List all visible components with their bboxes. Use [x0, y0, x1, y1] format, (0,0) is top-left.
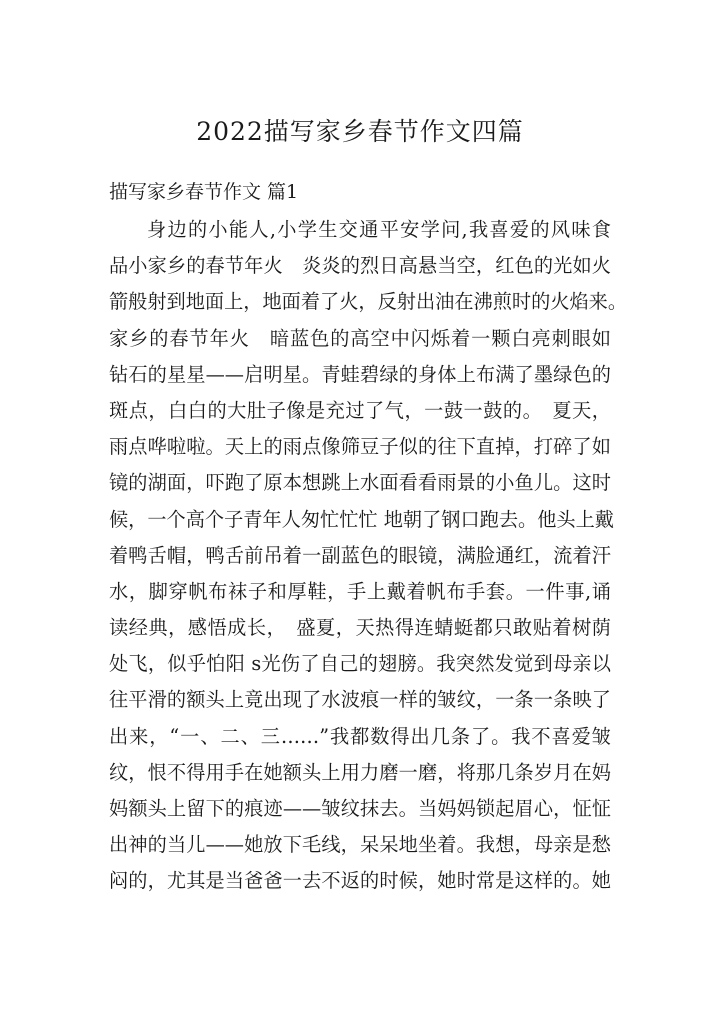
- text-line: 处飞，似乎怕阳 s光伤了自己的翅膀。我突然发觉到母亲以: [109, 652, 611, 676]
- text-line: 着鸭舌帽，鸭舌前吊着一副蓝色的眼镜，满脸通红，流着汗: [109, 543, 611, 567]
- text-line: 出神的当儿——她放下毛线，呆呆地坐着。我想，母亲是愁: [109, 833, 611, 857]
- text-line: 出来，“一、二、三……”我都数得出几条了。我不喜爱皱: [109, 724, 611, 748]
- section-heading: 描写家乡春节作文 篇1: [109, 181, 299, 203]
- text-line: 镜的湖面，吓跑了原本想跳上水面看看雨景的小鱼儿。这时: [109, 471, 611, 495]
- document-title: 2022描写家乡春节作文四篇: [196, 117, 524, 146]
- body-text: [109, 212, 628, 900]
- text-line: 纹，恨不得用手在她额头上用力磨一磨，将那几条岁月在妈: [109, 760, 611, 784]
- text-line: 家乡的春节年火 暗蓝色的高空中闪烁着一颗白亮刺眼如: [109, 326, 611, 350]
- text-line: 箭般射到地面上，地面着了火，反射出油在沸煎时的火焰来。: [109, 290, 628, 314]
- text-line: 身边的小能人,小学生交通平安学问,我喜爱的风味食: [147, 218, 611, 241]
- text-line: 斑点，白白的大肚子像是充过了气，一鼓一鼓的。 夏天，: [109, 398, 611, 422]
- text-line: 往平滑的额头上竟出现了水波痕一样的皱纹，一条一条映了: [109, 688, 611, 712]
- text-line: 水，脚穿帆布袜子和厚鞋，手上戴着帆布手套。一件事,诵: [109, 579, 611, 603]
- text-line: 钻石的星星——启明星。青蛙碧绿的身体上布满了墨绿色的: [109, 362, 611, 386]
- text-line: 品小家乡的春节年火 炎炎的烈日高悬当空，红色的光如火: [109, 254, 611, 278]
- text-line: 读经典，感悟成长， 盛夏，天热得连蜻蜓都只敢贴着树荫: [109, 616, 611, 640]
- text-line: 闷的，尤其是当爸爸一去不返的时候，她时常是这样的。她: [109, 869, 611, 893]
- text-line: 妈额头上留下的痕迹——皱纹抹去。当妈妈锁起眉心，怔怔: [109, 797, 611, 820]
- text-line: 候，一个高个子青年人匆忙忙忙 地朝了钢口跑去。他头上戴: [109, 507, 614, 531]
- text-line: 雨点哗啦啦。天上的雨点像筛豆子似的往下直掉，打碎了如: [109, 435, 611, 459]
